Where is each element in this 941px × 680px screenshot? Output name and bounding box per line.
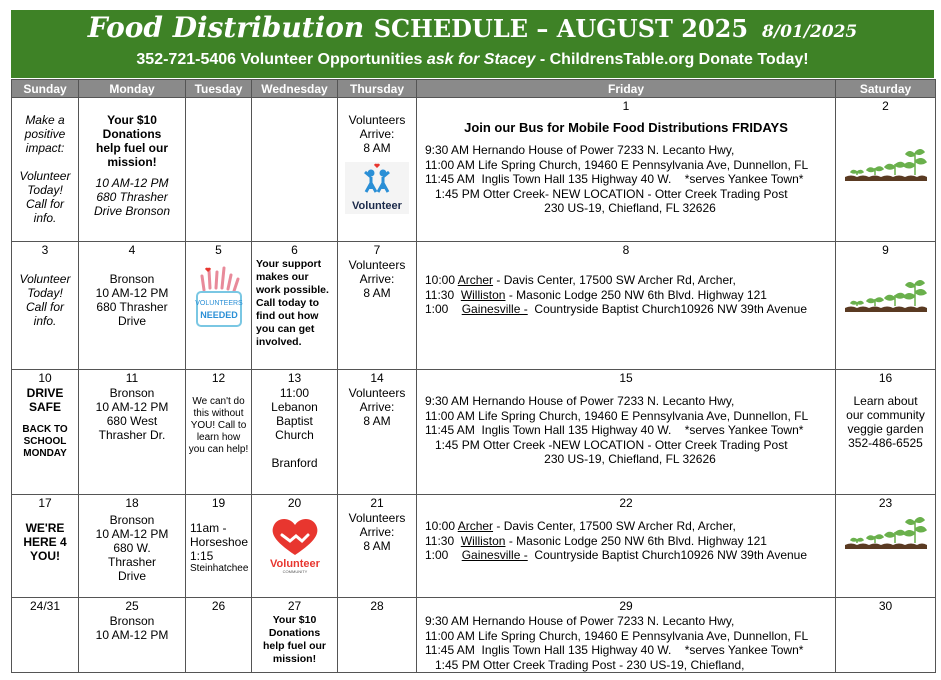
contact-line: 352-721-5406 Volunteer Opportunities ask for Stacey - ChildrensTable.org Donate Today! (136, 51, 809, 68)
date-number: 25 (125, 599, 139, 613)
title-banner (11, 10, 934, 78)
day-cell (12, 598, 79, 673)
day-cell: 6 Your support makes our work possible. Call today to find out how you can get involved. (252, 242, 338, 370)
day-cell-friday: 29 9:30 AM Hernando House of Power 7233 N. Lecanto Hwy, 11:00 AM Life Spring Church, 19460 E Pennsylvania Ave, Dunnellon, FL 11:45 AM Inglis Town Hall 135 Highway 40 W. *serves Yankee Town* 1:45 PM Otter Creek Trading Post - 230 US-19, Chiefland, (417, 598, 836, 673)
date-number: 12 (211, 371, 226, 385)
day-cell (836, 98, 936, 242)
day-cell (252, 98, 338, 242)
day-cell (836, 598, 936, 673)
day-cell: 10 DRIVE SAFE BACK TO SCHOOL MONDAY (12, 370, 79, 495)
date-number: 6 (291, 243, 298, 257)
day-cell: 19 11am - Horseshoe 1:15 Steinhatchee (186, 495, 252, 598)
volunteer-heart-icon (260, 511, 330, 575)
day-cell: Volunteers Arrive: 8 AM Volunteer (338, 98, 417, 242)
day-header-tuesday: Tuesday (186, 80, 252, 98)
date-number: 11 (125, 371, 139, 385)
day-cell: 3 Volunteer Today! Call for info. (12, 242, 79, 370)
day-header-monday: Monday (79, 80, 186, 98)
day-cell-friday: 22 10:00 Archer - Davis Center, 17500 SW Archer Rd, Archer, 11:30 Williston - Masonic Lodge 250 NW 6th Blvd. Highway 121 1:00 Gainesville - Countryside Baptist Church10926 NW 39th Avenue (417, 495, 836, 598)
week-row-5 (12, 598, 936, 673)
date-number: 23 (878, 496, 893, 510)
day-cell: 7 Volunteers Arrive: 8 AM (338, 242, 417, 370)
date-number: 29 (619, 599, 633, 613)
day-cell: 11 Bronson 10 AM-12 PM 680 West Thrasher Dr. (79, 370, 186, 495)
donation-note: Your $10 Donations help fuel our mission! 10 AM-12 PM 680 Thrasher Drive Bronson (93, 113, 171, 218)
volunteer-people-icon (344, 161, 410, 215)
day-cell: 21 Volunteers Arrive: 8 AM (338, 495, 417, 598)
impact-note: Make a positive impact: Volunteer Today! Call for info. (19, 113, 71, 225)
day-cell-friday (417, 98, 836, 242)
date-number: 22 (619, 496, 633, 510)
date-number: 18 (125, 496, 139, 510)
day-cell (186, 98, 252, 242)
seedling-icon (845, 513, 927, 549)
date-number: 16 (878, 371, 893, 385)
day-cell (836, 370, 936, 495)
day-header-saturday: Saturday (836, 80, 936, 98)
day-cell: 13 11:00 Lebanon Baptist Church Branford (252, 370, 338, 495)
week-row-2 (12, 242, 936, 370)
week-row-4 (12, 495, 936, 598)
garden-note: Learn about our community veggie garden 352-486-6525 (846, 394, 925, 450)
weekday-header-row (12, 80, 936, 98)
day-cell (79, 98, 186, 242)
date-number: 4 (128, 243, 136, 257)
day-cell: 4 Bronson 10 AM-12 PM 680 Thrasher Drive (79, 242, 186, 370)
day-cell: 17 WE'RE HERE 4 YOU! (12, 495, 79, 598)
day-cell: 14 Volunteers Arrive: 8 AM (338, 370, 417, 495)
day-cell (12, 98, 79, 242)
date-number: 20 (287, 496, 302, 510)
day-cell (836, 495, 936, 598)
week-row-3 (12, 370, 936, 495)
svg-text:Volunteer: Volunteer (352, 200, 402, 212)
page-title: Food Distribution SCHEDULE – AUGUST 2025 8/01/2025 (87, 11, 858, 44)
bus-headline: Join our Bus for Mobile Food Distributions FRIDAYS (464, 120, 788, 135)
date-number: 1 (622, 99, 630, 113)
date-number: 8 (622, 243, 630, 257)
day-cell: 18 Bronson 10 AM-12 PM 680 W. Thrasher Drive (79, 495, 186, 598)
svg-text:VOLUNTEERS: VOLUNTEERS (194, 300, 243, 307)
day-cell: 27 Your $10 Donations help fuel our mission! (252, 598, 338, 673)
date-number: 24/31 (29, 599, 61, 613)
date-number: 14 (370, 371, 384, 385)
day-cell-friday: 8 10:00 Archer - Davis Center, 17500 SW Archer Rd, Archer, 11:30 Williston - Masonic Lodge 250 NW 6th Blvd. Highway 121 1:00 Gainesville - Countryside Baptist Church10926 NW 39th Avenue (417, 242, 836, 370)
date-number: 7 (373, 243, 381, 257)
date-number: 2 (882, 99, 889, 113)
day-cell (836, 242, 936, 370)
schedule-list: 9:30 AM Hernando House of Power 7233 N. Lecanto Hwy, 11:00 AM Life Spring Church, 19460 E Pennsylvania Ave, Dunnellon, FL 11:45 AM Inglis Town Hall 135 Highway 40 W. *serves Yankee Town* 1:45 PM Otter Creek- NEW LOCATION - Otter Creek Trading Post 230 US-19, Chiefland, FL 32626 (425, 143, 809, 215)
svg-text:Volunteer: Volunteer (269, 558, 320, 570)
seedling-icon (845, 276, 927, 312)
svg-text:NEEDED: NEEDED (199, 310, 238, 320)
date-number: 19 (211, 496, 226, 510)
day-cell (338, 598, 417, 673)
day-header-wednesday: Wednesday (252, 80, 338, 98)
date-number: 27 (287, 599, 302, 613)
calendar-grid (11, 79, 936, 673)
day-cell (252, 495, 338, 598)
date-number: 3 (41, 243, 49, 257)
date-number: 28 (370, 599, 384, 613)
day-cell (186, 598, 252, 673)
date-number: 17 (38, 496, 52, 510)
date-number: 26 (211, 599, 226, 613)
week-row-1 (12, 98, 936, 242)
seedling-icon (845, 145, 927, 181)
day-cell-friday: 15 9:30 AM Hernando House of Power 7233 N. Lecanto Hwy, 11:00 AM Life Spring Church, 19460 E Pennsylvania Ave, Dunnellon, FL 11:45 AM Inglis Town Hall 135 Highway 40 W. *serves Yankee Town* 1:45 PM Otter Creek -NEW LOCATION - Otter Creek Trading Post 230 US-19, Chiefland, FL 32626 (417, 370, 836, 495)
day-cell: 25 Bronson 10 AM-12 PM (79, 598, 186, 673)
date-number: 15 (619, 371, 633, 385)
date-number: 10 (38, 371, 52, 385)
date-number: 21 (370, 496, 384, 510)
day-header-friday: Friday (417, 80, 836, 98)
volunteers-needed-icon (192, 260, 246, 330)
day-header-sunday: Sunday (12, 80, 79, 98)
date-number: 30 (878, 599, 893, 613)
date-number: 13 (287, 371, 302, 385)
day-header-thursday: Thursday (338, 80, 417, 98)
date-number: 5 (215, 243, 222, 257)
svg-text:COMMUNITY: COMMUNITY (282, 569, 307, 574)
day-cell: 12 We can't do this without YOU! Call to learn how you can help! (186, 370, 252, 495)
day-cell (186, 242, 252, 370)
date-number: 9 (882, 243, 889, 257)
